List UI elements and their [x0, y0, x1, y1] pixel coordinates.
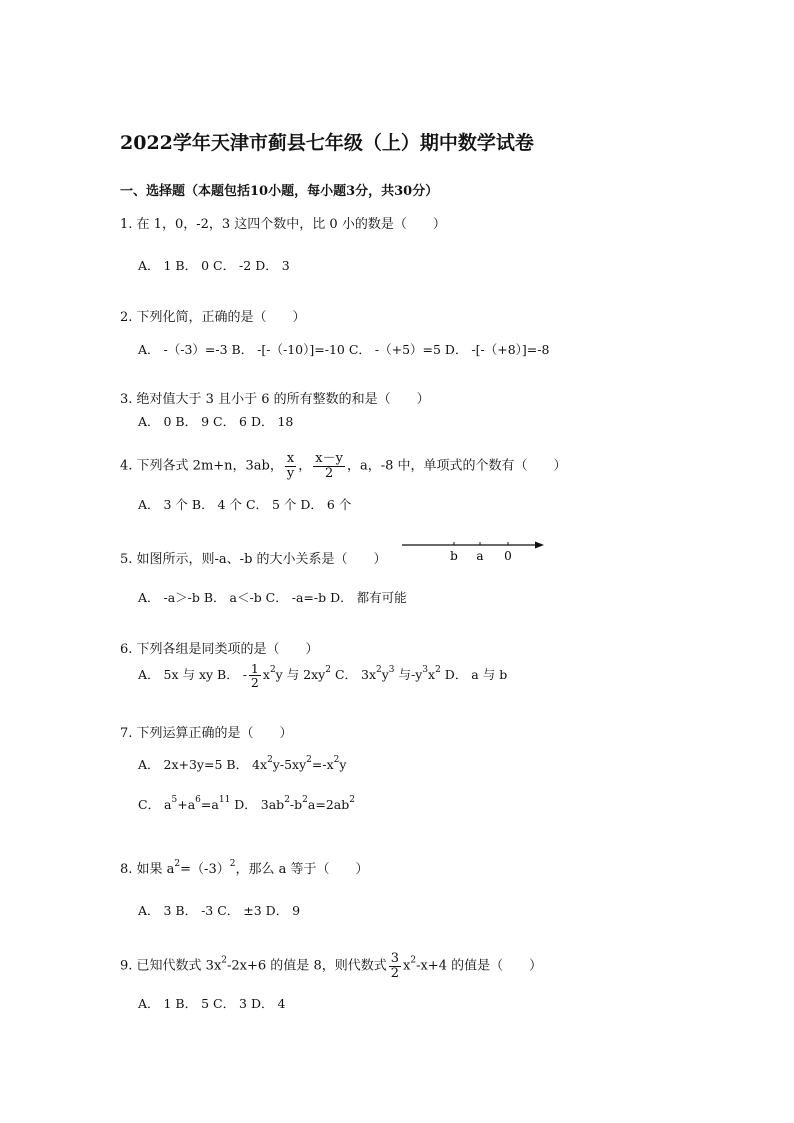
fraction-denominator: 2: [250, 675, 259, 691]
exponent: 2: [333, 755, 340, 765]
fraction-x-minus-y-over-2: [313, 452, 345, 480]
q7-option-c: C． a: [138, 797, 172, 812]
question-2-options: A． -（-3）=-3 B． -[-（-10）]=-10 C． -（+5）=5 D． -[-（+8）]=-8: [138, 342, 550, 357]
fraction-numerator: 1: [250, 661, 259, 676]
q6-term: x: [428, 667, 436, 683]
question-9-options: A． 1 B． 5 C． 3 D． 4: [138, 996, 286, 1011]
q6-option-d: D． a 与 b: [440, 667, 508, 683]
question-5-options: A． -a＞-b B． a＜-b C． -a=-b D． 都有可能: [138, 590, 407, 605]
fraction-denominator: y: [286, 465, 295, 481]
fraction-numerator: 3: [390, 951, 399, 966]
fraction-one-half: [249, 662, 261, 689]
q7-term: +a: [177, 797, 196, 812]
q7-term: y: [339, 757, 347, 772]
q6-term: x: [262, 667, 270, 683]
q9-stem-middle: -2x+6 的值是 8，则代数式: [227, 958, 387, 974]
question-7-options-ab: [138, 755, 346, 773]
label-b: b: [450, 549, 458, 563]
question-7-options-cd: [138, 795, 355, 813]
exponent: 2: [229, 859, 236, 869]
section-heading: 一、选择题（本题包括10小题，每小题3分，共30分）: [120, 184, 439, 199]
exponent: 2: [284, 795, 290, 805]
exponent: 11: [218, 795, 231, 805]
fraction-three-halves: [389, 952, 401, 980]
number-line-arrow: [535, 542, 544, 549]
exponent: 6: [195, 795, 201, 805]
comma-separator: ，: [298, 458, 312, 474]
question-4-stem-start: 4. 下列各式 2m+n，3ab，: [120, 458, 283, 474]
q7-term: =-x: [311, 757, 334, 772]
question-1-stem: 1. 在 1，0，-2，3 这四个数中，比 0 小的数是（ ）: [120, 217, 446, 232]
q6-option-c: C． 3x: [330, 667, 376, 683]
q9-stem-end: -x+4 的值是（ ）: [416, 958, 543, 974]
question-8-options: A． 3 B． -3 C． ±3 D． 9: [138, 903, 301, 918]
number-line-figure: [398, 536, 548, 566]
fraction-numerator: x－y: [315, 451, 343, 466]
fraction-denominator: 2: [390, 965, 399, 981]
exponent: 5: [171, 795, 178, 805]
question-1-options: A． 1 B． 0 C． -2 D． 3: [138, 258, 290, 273]
question-4-stem: [120, 452, 566, 480]
fraction-denominator: 2: [324, 465, 334, 481]
question-2-stem: 2. 下列化简，正确的是（ ）: [120, 310, 306, 325]
exponent: 2: [269, 665, 276, 676]
q7-option-d: D． 3ab: [230, 797, 285, 812]
q6-option-a: A． 5x 与 xy B． -: [138, 667, 247, 683]
q8-stem-middle: =（-3）: [180, 862, 230, 877]
question-4-stem-end: ，a，-8 中，单项式的个数有（ ）: [346, 458, 567, 474]
q8-stem-end: ，那么 a 等于（ ）: [235, 862, 369, 877]
exponent: 2: [267, 755, 273, 765]
q6-term: y 与 2xy: [275, 667, 326, 683]
question-9-stem: [120, 952, 542, 980]
q8-stem-start: 8. 如果 a: [120, 862, 175, 877]
question-3-stem: 3. 绝对值大于 3 且小于 6 的所有整数的和是（ ）: [120, 392, 430, 407]
exponent: 3: [422, 665, 429, 676]
q6-term: y: [381, 667, 389, 683]
exponent: 2: [302, 795, 308, 805]
q9-term: x: [403, 958, 411, 974]
exponent: 2: [349, 795, 355, 805]
label-0: 0: [504, 549, 512, 563]
q7-term: =a: [200, 797, 219, 812]
question-8-stem: [120, 858, 368, 877]
exponent: 2: [221, 955, 228, 966]
q7-term: -b: [289, 797, 303, 812]
label-a: a: [476, 549, 484, 563]
exponent: 2: [325, 665, 331, 676]
question-5-stem: 5. 如图所示，则-a、-b 的大小关系是（ ）: [120, 552, 387, 567]
exponent: 2: [435, 665, 441, 676]
q7-option-a: A． 2x+3y=5 B． 4x: [138, 757, 268, 772]
exponent: 2: [376, 665, 382, 676]
page-title: 2022学年天津市蓟县七年级（上）期中数学试卷: [120, 132, 534, 154]
exponent: 2: [174, 859, 181, 869]
exponent: 3: [388, 665, 395, 676]
exponent: 2: [410, 955, 417, 966]
question-4-options: A． 3 个 B． 4 个 C． 5 个 D． 6 个: [138, 497, 352, 512]
fraction-x-over-y: [285, 452, 296, 480]
q7-term: a=2ab: [307, 797, 350, 812]
exponent: 2: [306, 755, 312, 765]
question-6-stem: 6. 下列各组是同类项的是（ ）: [120, 642, 319, 657]
question-6-options: [138, 662, 507, 689]
q9-stem-start: 9. 已知代数式 3x: [120, 958, 222, 974]
question-3-options: A． 0 B． 9 C． 6 D． 18: [138, 414, 294, 429]
q6-term: 与-y: [394, 667, 423, 683]
fraction-numerator: x: [285, 452, 296, 467]
q7-term: y-5xy: [272, 757, 307, 772]
question-7-stem: 7. 下列运算正确的是（ ）: [120, 726, 293, 741]
